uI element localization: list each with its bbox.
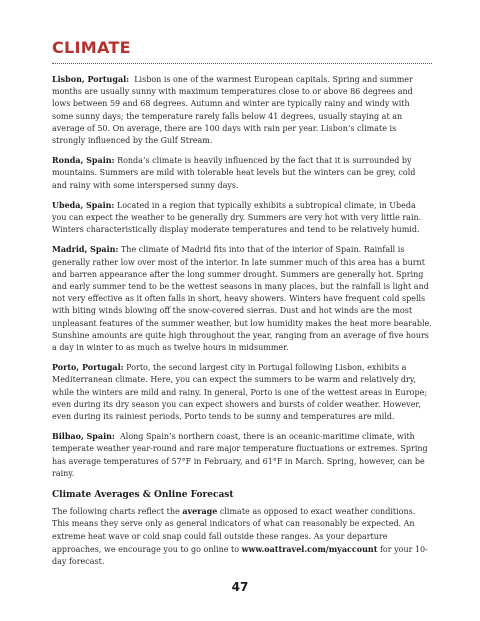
city-description: Along Spain’s northern coast, there is an oceanic-maritime climate, with temperate weather year-round and rare major temperature fluctuations or extremes. Spring has average temperatures of 57°F in February, and 61°F in March. Spring, however, can be rainy. xyxy=(52,432,428,478)
city-description: Porto, the second largest city in Portugal following Lisbon, exhibits a Mediterranean climate. Here, you can expect the summers to be warm and relatively dry, while the winters are mild and rainy. In general, Porto is one of the wettest areas in Europe; even during its dry season you can expect showers and bursts of colder weather. However, even during its rainiest periods, Porto tends to be sunny and temperatures are mild. xyxy=(52,363,428,422)
city-entry-bilbao xyxy=(52,430,432,480)
climate-averages-paragraph xyxy=(52,505,432,568)
city-description: Lisbon is one of the warmest European capitals. Spring and summer months are usually sunny with maximum temperatures close to or above 86 degrees and lows between 59 and 68 degrees. Autumn and winter are typically rainy and windy with some sunny days; the temperature rarely falls below 41 degrees, usually staying at an average of 50. On average, there are 100 days with rain per year. Lisbon’s climate is strongly influenced by the Gulf Stream. xyxy=(52,75,413,146)
page-number: 47 xyxy=(231,580,249,594)
forecast-link[interactable]: www.oattravel.com/myaccount xyxy=(241,543,378,554)
city-entry-ronda xyxy=(52,154,432,192)
averages-text-part-1: The following charts reflect the xyxy=(52,507,183,517)
city-entry-lisbon xyxy=(52,73,432,147)
city-name: Bilbao, Spain: xyxy=(52,431,115,442)
city-name: Ubeda, Spain: xyxy=(52,199,115,210)
city-entry-ubeda xyxy=(52,199,432,237)
city-name: Ronda, Spain: xyxy=(52,155,115,166)
city-description: The climate of Madrid fits into that of the interior of Spain. Rainfall is generally rather low over most of the interior. In late summer much of this area has a burnt and barren appearance after the long summer drought. Summers are generally hot. Spring and early summer tend to be the wettest seasons in many places, but the rainfall is light and not very effective as it often falls in short, heavy showers. Winters have frequent cold spells with biting winds blowing off the snow-covered sierras. Dust and hot winds are the most unpleasant features of the summer weather, but low humidity makes the heat more bearable. Sunshine amounts are quite high throughout the year, ranging from an average of five hours a day in winter to as much as twelve hours in midsummer. xyxy=(52,245,432,353)
city-name: Madrid, Spain: xyxy=(52,244,119,255)
averages-text-part-2: climate as opposed to exact weather conditions. This means they serve only as general indicators of what can reasonably be expected. An extreme heat wave or cold snap could fall outside these ranges. As your departure approaches, we encourage you to go online to xyxy=(52,507,416,554)
averages-emphasis: average xyxy=(182,506,218,517)
city-entry-porto xyxy=(52,361,432,423)
title-divider xyxy=(52,63,432,64)
city-description: Ronda’s climate is heavily influenced by the fact that it is surrounded by mountains. Summers are mild with tolerable heat levels but the winters can be grey, cold and rainy with some interspersed sunny days. xyxy=(52,156,416,190)
city-description: Located in a region that typically exhibits a subtropical climate, in Ubeda you can expect the weather to be generally dry. Summers are very hot with very little rain. Winters characteristically display moderate temperatures and tend to be relatively humid. xyxy=(52,200,422,235)
averages-text-part-3: for your 10-day forecast. xyxy=(52,544,428,566)
city-entry-madrid xyxy=(52,243,432,354)
section-heading-climate-averages: Climate Averages & Online Forecast xyxy=(52,490,234,501)
page-title: CLIMATE xyxy=(52,38,131,57)
city-name: Porto, Portugal: xyxy=(52,362,124,373)
city-name: Lisbon, Portugal: xyxy=(52,74,130,84)
